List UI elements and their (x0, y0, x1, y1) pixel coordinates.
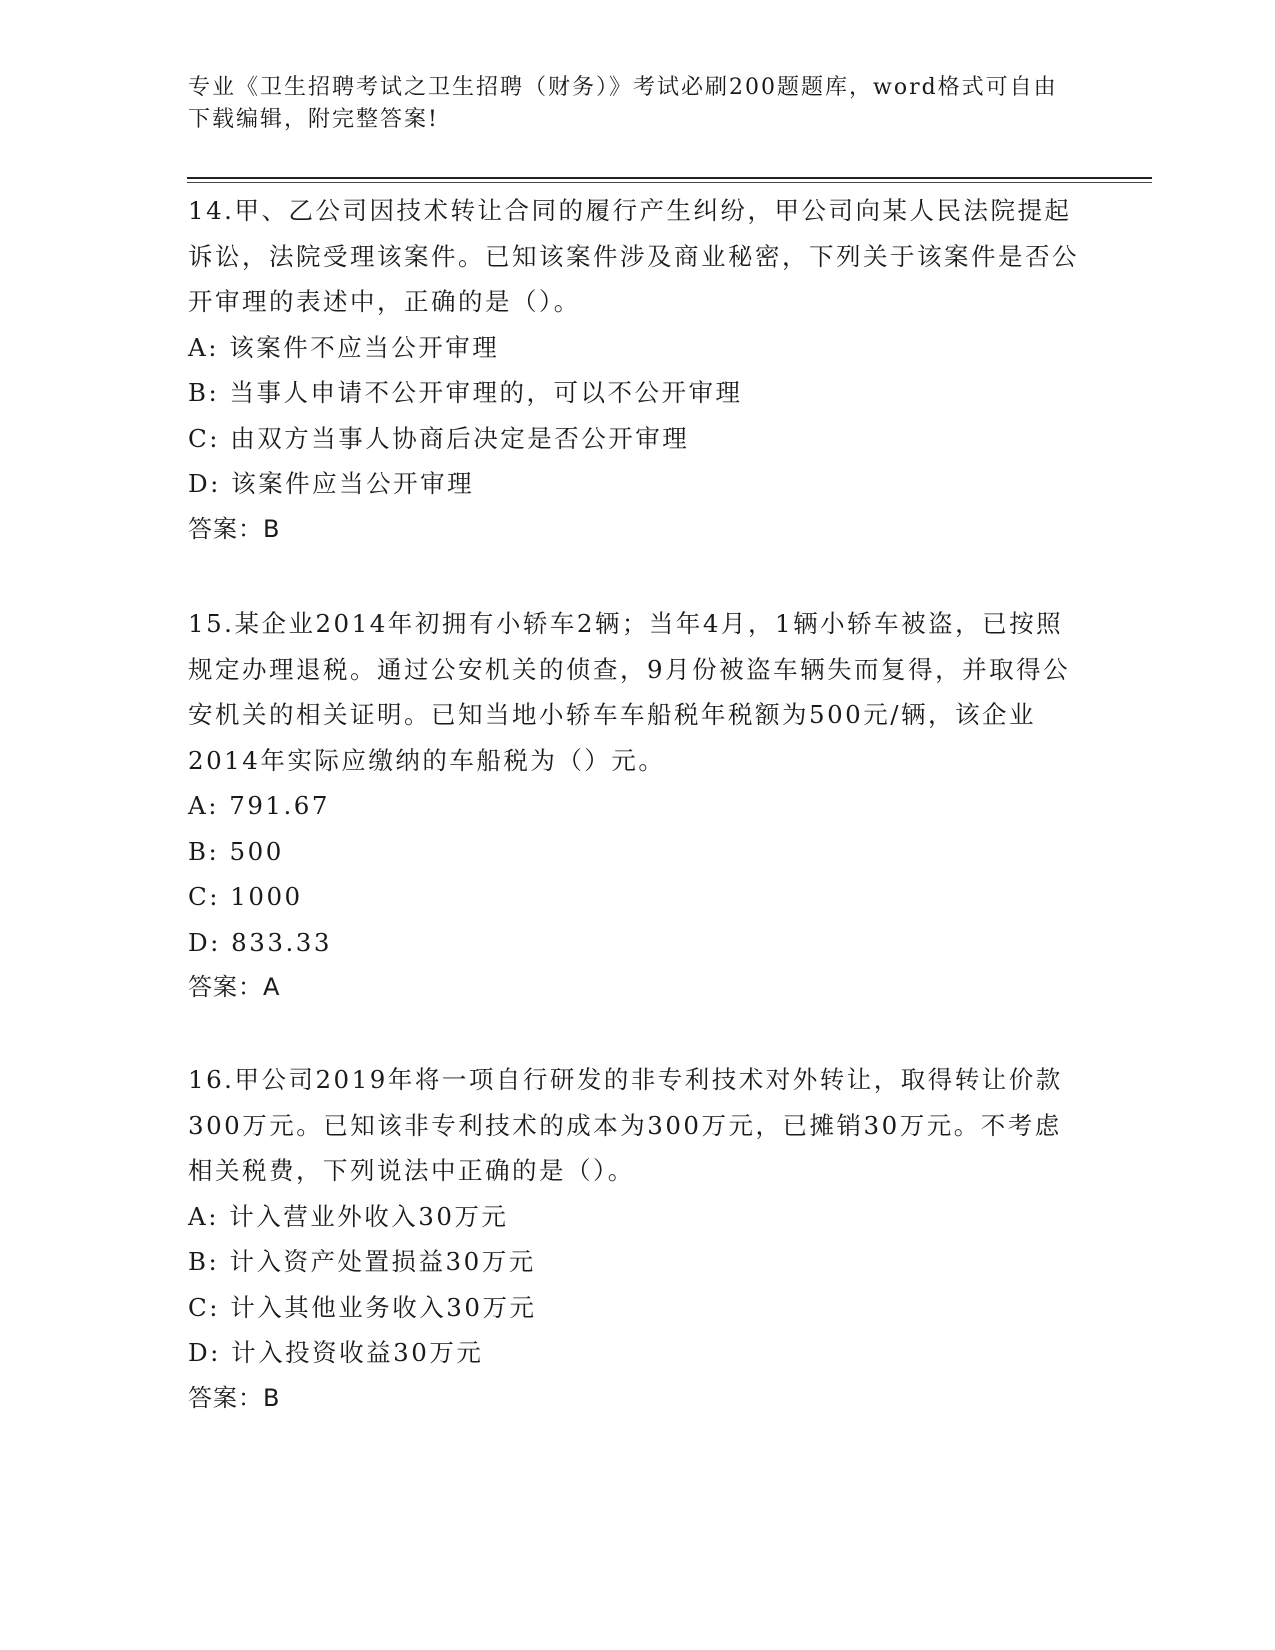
header-rule-thin (187, 182, 1152, 183)
answer: 答案：A (188, 973, 281, 1001)
answer: 答案：B (188, 514, 281, 543)
question-15 (188, 601, 1088, 1011)
header-rule-thick (187, 177, 1152, 179)
option-a: A: 该案件不应当公开审理 (188, 332, 500, 362)
option-c: C: 计入其他业务收入30万元 (188, 1292, 537, 1322)
document-header: 专业《卫生招聘考试之卫生招聘（财务）》考试必刷200题题库，word格式可自由下载编辑，附完整答案! (188, 75, 1058, 132)
option-d: D: 833.33 (188, 927, 332, 957)
option-a: A: 计入营业外收入30万元 (188, 1201, 509, 1231)
option-c: C: 由双方当事人协商后决定是否公开审理 (188, 423, 690, 453)
option-a: A: 791.67 (188, 791, 330, 820)
question-stem: 16.甲公司2019年将一项自行研发的非专利技术对外转让，取得转让价款300万元。已知该非专利技术的成本为300万元，已摊销30万元。不考虑相关税费，下列说法中正确的是（）。 (188, 1065, 1063, 1185)
option-c: C: 1000 (188, 882, 303, 911)
question-14 (188, 188, 1088, 552)
option-d: D: 计入投资收益30万元 (188, 1338, 484, 1367)
option-b: B: 当事人申请不公开审理的，可以不公开审理 (188, 378, 743, 407)
question-stem: 14.甲、乙公司因技术转让合同的履行产生纠纷，甲公司向某人民法院提起诉讼，法院受理该案件。已知该案件涉及商业秘密，下列关于该案件是否公开审理的表述中，正确的是（）。 (188, 196, 1079, 316)
answer: 答案：B (188, 1383, 281, 1412)
option-d: D: 该案件应当公开审理 (188, 469, 475, 498)
option-b: B: 500 (188, 836, 284, 866)
question-16 (188, 1057, 1088, 1421)
question-stem: 15.某企业2014年初拥有小轿车2辆；当年4月，1辆小轿车被盗，已按照规定办理退税。通过公安机关的侦查，9月份被盗车辆失而复得，并取得公安机关的相关证明。已知当地小轿车车船税年税额为500元/辆，该企业2014年实际应缴纳的车船税为（）元。 (188, 609, 1071, 775)
option-b: B: 计入资产处置损益30万元 (188, 1247, 536, 1276)
